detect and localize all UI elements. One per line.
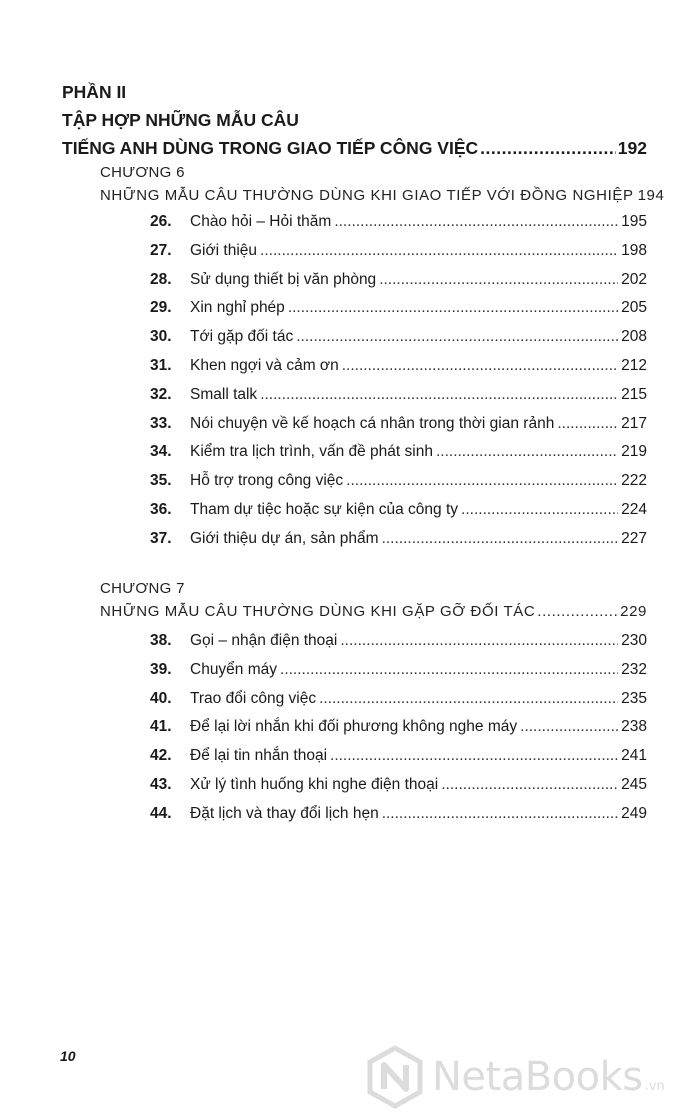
part-title-line2-row (62, 134, 647, 162)
entry-title: Để lại lời nhắn khi đối phương không nghe máy (190, 718, 518, 736)
chapter-title-row (100, 600, 647, 624)
dot-leader (520, 713, 618, 742)
toc-entry (150, 381, 647, 410)
entry-title: Xử lý tình huống khi nghe điện thoại (190, 775, 439, 793)
toc-entry (150, 496, 647, 525)
entry-page-number: 205 (621, 299, 647, 317)
entry-number: 26. (150, 213, 172, 230)
watermark-brand: NetaBooks (432, 1054, 643, 1100)
entry-page-number: 249 (621, 804, 647, 822)
dot-leader (260, 237, 618, 266)
dot-leader (480, 134, 616, 162)
dot-leader (260, 381, 618, 410)
dot-leader (346, 467, 618, 496)
entry-page-number: 245 (621, 775, 647, 793)
chapter-label: CHƯƠNG 6 (100, 164, 185, 181)
entry-page-number: 219 (621, 443, 647, 461)
entry-page-number: 215 (621, 385, 647, 403)
dot-leader (319, 685, 618, 714)
chapter-7-entries (150, 627, 647, 829)
toc-entry (150, 266, 647, 295)
dot-leader (334, 208, 618, 237)
entry-number: 35. (150, 472, 172, 490)
entry-title: Giới thiệu dự án, sản phẩm (190, 529, 379, 547)
dot-leader (436, 438, 618, 467)
entry-number: 42. (150, 747, 172, 765)
entry-number: 40. (150, 689, 172, 707)
toc-entry (150, 742, 647, 771)
part-label: PHẦN II (62, 82, 127, 102)
toc-entry (150, 656, 647, 685)
entry-number: 32. (150, 385, 172, 403)
dot-leader (379, 266, 618, 295)
entry-title: Kiểm tra lịch trình, vấn đề phát sinh (190, 443, 433, 461)
entry-number: 31. (150, 356, 172, 374)
entry-title: Small talk (190, 385, 258, 403)
entry-title: Sử dụng thiết bị văn phòng (190, 270, 377, 288)
chapter-title-row (100, 184, 665, 208)
chapter-label: CHƯƠNG 7 (100, 580, 185, 597)
entry-page-number: 235 (621, 689, 647, 707)
part-title-line1: TẬP HỢP NHỮNG MẪU CÂU (62, 110, 299, 130)
dot-leader (537, 600, 618, 624)
chapter-7-heading (100, 578, 647, 624)
part-page-number: 192 (617, 138, 647, 158)
entry-number: 43. (150, 775, 172, 793)
entry-page-number: 202 (621, 270, 647, 288)
entry-page-number: 222 (621, 472, 647, 490)
chapter-6-entries (150, 208, 647, 554)
entry-page-number: 232 (621, 660, 647, 678)
entry-title: Gọi – nhận điện thoại (190, 632, 338, 649)
chapter-title: NHỮNG MẪU CÂU THƯỜNG DÙNG KHI GẶP GỠ ĐỐI TÁC (100, 603, 536, 620)
entry-page-number: 212 (621, 356, 647, 374)
entry-title: Đặt lịch và thay đổi lịch hẹn (190, 804, 379, 822)
dot-leader (330, 742, 618, 771)
dot-leader (288, 294, 618, 323)
toc-entry (150, 525, 647, 554)
dot-leader (461, 496, 618, 525)
dot-leader (441, 771, 618, 800)
entry-page-number: 227 (621, 529, 647, 547)
entry-title: Chào hỏi – Hỏi thăm (190, 213, 332, 230)
entry-page-number: 230 (621, 632, 647, 649)
chapter-title: NHỮNG MẪU CÂU THƯỜNG DÙNG KHI GIAO TIẾP VỚI ĐỒNG NGHIỆP (100, 187, 634, 204)
dot-leader (296, 323, 618, 352)
entry-number: 36. (150, 500, 172, 518)
dot-leader (382, 800, 618, 829)
entry-title: Giới thiệu (190, 241, 258, 259)
toc-entry (150, 685, 647, 714)
entry-number: 34. (150, 443, 172, 461)
entry-title: Hỗ trợ trong công việc (190, 472, 344, 490)
dot-leader (342, 352, 618, 381)
toc-entry (150, 323, 647, 352)
entry-page-number: 238 (621, 718, 647, 736)
part-title-line2: TIẾNG ANH DÙNG TRONG GIAO TIẾP CÔNG VIỆC (62, 138, 479, 158)
entry-number: 30. (150, 328, 172, 346)
toc-entry (150, 800, 647, 829)
part-heading (62, 78, 647, 162)
dot-leader (280, 656, 618, 685)
entry-title: Nói chuyện về kế hoạch cá nhân trong thời gian rảnh (190, 414, 555, 432)
entry-number: 41. (150, 718, 172, 736)
dot-leader (382, 525, 619, 554)
entry-page-number: 217 (621, 414, 647, 432)
entry-number: 29. (150, 299, 172, 317)
entry-number: 44. (150, 804, 172, 822)
watermark (366, 1042, 696, 1112)
chapter-page-number: 229 (620, 603, 647, 620)
netabooks-logo-icon (366, 1045, 424, 1109)
entry-number: 38. (150, 632, 172, 649)
entry-page-number: 198 (621, 241, 647, 259)
entry-title: Để lại tin nhắn thoại (190, 747, 328, 765)
entry-number: 27. (150, 241, 172, 259)
entry-title: Chuyển máy (190, 660, 278, 678)
entry-page-number: 241 (621, 747, 647, 765)
toc-entry (150, 352, 647, 381)
toc-entry (150, 208, 647, 237)
toc-entry (150, 438, 647, 467)
entry-title: Tới gặp đối tác (190, 328, 294, 346)
dot-leader (557, 410, 618, 439)
entry-page-number: 224 (621, 500, 647, 518)
toc-entry (150, 294, 647, 323)
toc-entry (150, 713, 647, 742)
entry-title: Khen ngợi và cảm ơn (190, 356, 339, 374)
entry-number: 37. (150, 529, 172, 547)
chapter-6-heading (100, 162, 665, 208)
entry-page-number: 208 (621, 328, 647, 346)
dot-leader (340, 627, 618, 656)
entry-number: 28. (150, 270, 172, 288)
page-number: 10 (60, 1048, 76, 1064)
toc-entry (150, 410, 647, 439)
watermark-suffix: .vn (644, 1079, 665, 1094)
entry-title: Tham dự tiệc hoặc sự kiện của công ty (190, 500, 459, 518)
entry-page-number: 195 (621, 213, 647, 230)
entry-title: Trao đổi công việc (190, 689, 317, 707)
entry-title: Xin nghỉ phép (190, 299, 285, 317)
toc-entry (150, 771, 647, 800)
entry-number: 33. (150, 414, 172, 432)
toc-entry (150, 467, 647, 496)
toc-entry (150, 627, 647, 656)
toc-entry (150, 237, 647, 266)
chapter-page-number: 194 (637, 187, 665, 204)
entry-number: 39. (150, 660, 172, 678)
